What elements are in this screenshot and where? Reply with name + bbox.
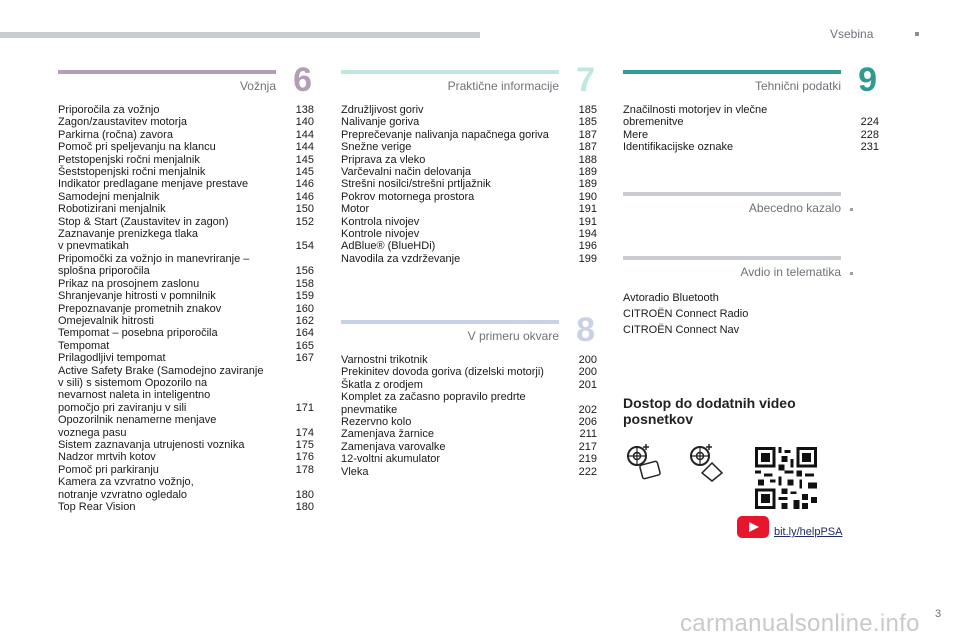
toc-entry-label: Kontrole nivojev	[341, 228, 420, 241]
toc-entry-page: 201	[578, 378, 597, 391]
toc-entry[interactable]	[341, 191, 597, 203]
toc-entry-page: 158	[295, 277, 314, 290]
toc-entry-label: Varčevalni način delovanja	[341, 166, 472, 179]
list-item[interactable]: CITROËN Connect Radio	[623, 308, 749, 320]
toc-entry[interactable]	[341, 178, 597, 190]
toc-entry-page: 146	[295, 190, 314, 203]
toc-entry-label: Snežne verige	[341, 141, 412, 154]
toc-entry-page: 180	[295, 501, 314, 513]
toc-entry[interactable]	[58, 129, 314, 141]
toc-entry-page: 185	[578, 104, 597, 116]
toc-entry-page: 189	[578, 166, 597, 179]
toc-entry[interactable]	[58, 414, 314, 439]
toc-entry-page: 200	[578, 354, 597, 366]
section-header	[623, 61, 879, 104]
section-header	[341, 311, 597, 354]
toc-entry-page: 146	[295, 178, 314, 191]
toc-entry-label: Zamenjava žarnice	[341, 428, 434, 441]
section-marker	[850, 272, 853, 275]
toc-entry[interactable]	[341, 391, 597, 416]
toc-entry-label: Petstopenjski ročni menjalnik	[58, 153, 200, 166]
toc-entry-label: Identifikacijske oznake	[623, 141, 734, 154]
section-title: V primeru okvare	[467, 329, 559, 343]
toc-entry-label: Indikator predlagane menjave prestave	[58, 178, 249, 191]
section-title: Tehnični podatki	[754, 79, 841, 93]
toc-entry[interactable]	[58, 327, 314, 339]
toc-entry-label: Top Rear Vision	[58, 501, 136, 513]
section-title: Avdio in telematika	[740, 265, 841, 279]
toc-entry-label: Združljivost goriv	[341, 104, 424, 116]
section-abecedno	[623, 190, 879, 226]
toc-entry-page: 171	[295, 401, 314, 414]
header-title: Vsebina	[830, 27, 874, 41]
toc-entry-label: Škatla z orodjem	[341, 378, 423, 391]
video-title: Dostop do dodatnih video posnetkov	[623, 395, 796, 427]
section-header	[623, 254, 879, 290]
section-number: 7	[576, 61, 595, 99]
qr-code-icon[interactable]	[755, 447, 817, 509]
toc-entry-label: Prikaz na prosojnem zaslonu	[58, 277, 200, 290]
toc-entry[interactable]	[341, 416, 597, 428]
toc-entry[interactable]	[341, 116, 597, 128]
section-tehnicni	[623, 61, 879, 154]
section-bar	[623, 192, 841, 196]
toc-entry[interactable]	[58, 451, 314, 463]
toc-entry[interactable]	[58, 501, 314, 513]
toc-entry[interactable]	[58, 476, 314, 501]
toc-entry-label: Varnostni trikotnik	[341, 354, 428, 366]
toc-entry-page: 140	[295, 116, 314, 129]
toc-entry-page: 154	[295, 240, 314, 253]
toc-entry-page: 167	[295, 352, 314, 365]
toc-entry-label: Značilnosti motorjev in vlečne obremenitve	[623, 104, 768, 129]
toc-entry-label: Zamenjava varovalke	[341, 440, 446, 453]
toc-entry[interactable]	[341, 366, 597, 378]
toc-entry-page: 190	[578, 190, 597, 203]
toc-entry-page: 175	[295, 438, 314, 451]
toc-entry-page: 200	[578, 366, 597, 379]
section-header	[341, 61, 597, 104]
list-item[interactable]: Avtoradio Bluetooth	[623, 292, 719, 304]
toc-entry-page: 165	[295, 339, 314, 352]
toc-entry-page: 206	[578, 416, 597, 429]
toc-entry-page: 191	[578, 203, 597, 216]
toc-entry[interactable]	[341, 166, 597, 178]
list-item[interactable]: CITROËN Connect Nav	[623, 324, 740, 336]
toc-entry-label: Komplet za začasno popravilo predrte pnevmatike	[341, 391, 526, 416]
toc-entry[interactable]	[341, 253, 597, 265]
toc-entry-label: Samodejni menjalnik	[58, 190, 160, 203]
toc-entry[interactable]	[58, 340, 314, 352]
toc-entry-label: Kontrola nivojev	[341, 215, 420, 228]
section-bar	[341, 320, 559, 324]
toc-entry[interactable]	[58, 203, 314, 215]
toc-list	[341, 104, 597, 265]
toc-entry[interactable]	[341, 240, 597, 252]
section-bar	[58, 70, 276, 74]
top-bar	[0, 32, 480, 38]
toc-entry-page: 231	[860, 141, 879, 154]
toc-entry-page: 145	[295, 153, 314, 166]
toc-entry-label: Mere	[623, 128, 649, 141]
toc-entry-label: 12-voltni akumulator	[341, 453, 441, 466]
toc-entry-page: 152	[295, 215, 314, 228]
toc-entry-label: Tempomat	[58, 339, 110, 352]
toc-entry-page: 211	[579, 428, 597, 441]
watermark: carmanualsonline.info	[680, 610, 920, 637]
toc-entry-page: 219	[578, 453, 597, 466]
section-number: 9	[858, 61, 877, 99]
toc-entry-page: 188	[578, 153, 597, 166]
toc-entry[interactable]	[58, 166, 314, 178]
toc-entry-label: Sistem zaznavanja utrujenosti voznika	[58, 438, 245, 451]
toc-entry[interactable]	[341, 441, 597, 453]
section-title: Praktične informacije	[447, 79, 559, 93]
toc-entry-page: 176	[295, 451, 314, 464]
section-voznja	[58, 61, 314, 513]
toc-entry[interactable]	[58, 439, 314, 451]
toc-list	[58, 104, 314, 513]
toc-entry[interactable]	[58, 303, 314, 315]
toc-entry[interactable]	[341, 104, 597, 116]
toc-entry-label: Kamera za vzvratno vožnjo, notranje vzvratno ogledalo	[58, 476, 194, 501]
tire-service-icon	[625, 443, 665, 488]
toc-entry-page: 217	[578, 440, 597, 453]
toc-list	[623, 104, 879, 154]
toc-entry-label: Prepoznavanje prometnih znakov	[58, 302, 222, 315]
toc-entry[interactable]	[623, 129, 879, 141]
toc-entry-page: 174	[295, 426, 314, 439]
toc-entry[interactable]	[58, 278, 314, 290]
toc-entry-page: 199	[578, 252, 597, 265]
section-marker	[850, 208, 853, 211]
section-title: Abecedno kazalo	[748, 201, 841, 215]
toc-entry-page: 228	[860, 128, 879, 141]
toc-entry-page: 185	[578, 116, 597, 129]
toc-entry-label: Stop & Start (Zaustavitev in zagon)	[58, 215, 229, 228]
tire-repair-icon	[688, 443, 728, 488]
toc-entry-label: Pokrov motornega prostora	[341, 190, 475, 203]
toc-entry-label: Omejevalnik hitrosti	[58, 314, 154, 327]
toc-entry-label: Zagon/zaustavitev motorja	[58, 116, 188, 129]
toc-entry-page: 138	[295, 104, 314, 116]
section-number: 8	[576, 311, 595, 349]
toc-entry[interactable]	[58, 290, 314, 302]
toc-entry[interactable]	[341, 354, 597, 366]
toc-entry-page: 156	[295, 265, 314, 278]
toc-entry-label: Navodila za vzdrževanje	[341, 252, 461, 265]
toc-entry-page: 159	[295, 290, 314, 303]
toc-list	[341, 354, 597, 478]
toc-entry-label: Pripomočki za vožnjo in manevriranje – splošna priporočila	[58, 252, 250, 278]
toc-entry[interactable]	[341, 228, 597, 240]
toc-entry[interactable]	[58, 315, 314, 327]
toc-entry[interactable]	[58, 178, 314, 190]
toc-entry[interactable]	[341, 466, 597, 478]
toc-entry[interactable]	[341, 129, 597, 141]
toc-entry-label: AdBlue® (BlueHDi)	[341, 240, 436, 253]
help-link[interactable]: bit.ly/helpPSA	[774, 526, 843, 538]
toc-entry-page: 202	[578, 403, 597, 416]
toc-entry[interactable]	[58, 216, 314, 228]
toc-entry-label: Priporočila za vožnjo	[58, 104, 160, 116]
toc-entry-page: 194	[578, 228, 597, 241]
toc-entry[interactable]	[58, 464, 314, 476]
section-bar	[341, 70, 559, 74]
toc-entry-label: Pomoč pri parkiranju	[58, 463, 159, 476]
section-avdio	[623, 254, 879, 338]
toc-entry-page: 164	[295, 327, 314, 340]
toc-entry-page: 222	[578, 465, 597, 478]
toc-entry-page: 144	[295, 128, 314, 141]
toc-entry-label: Tempomat – posebna priporočila	[58, 327, 218, 340]
toc-entry[interactable]	[58, 253, 314, 278]
toc-entry[interactable]	[58, 104, 314, 116]
header-marker	[915, 32, 919, 36]
toc-entry[interactable]	[341, 428, 597, 440]
avdio-list	[623, 290, 879, 338]
toc-entry-page: 178	[295, 463, 314, 476]
toc-entry[interactable]	[341, 216, 597, 228]
toc-entry-label: Priprava za vleko	[341, 153, 426, 166]
section-bar	[623, 256, 841, 260]
toc-entry[interactable]	[623, 104, 879, 129]
toc-entry[interactable]	[58, 141, 314, 153]
toc-entry-label: Opozorilnik nenamerne menjave voznega pasu	[58, 414, 217, 439]
toc-entry-label: Nalivanje goriva	[341, 116, 420, 129]
section-bar	[623, 70, 841, 74]
toc-entry-page: 145	[295, 166, 314, 179]
section-title: Vožnja	[239, 79, 276, 93]
toc-entry[interactable]	[58, 191, 314, 203]
toc-entry-label: Shranjevanje hitrosti v pomnilnik	[58, 290, 216, 303]
toc-entry-label: Pomoč pri speljevanju na klancu	[58, 141, 216, 154]
toc-entry-label: Vleka	[341, 465, 369, 478]
toc-entry[interactable]	[341, 154, 597, 166]
toc-entry-page: 162	[295, 314, 314, 327]
toc-entry-label: Motor	[341, 203, 370, 216]
toc-entry-label: Zaznavanje prenizkega tlaka v pnevmatikah	[58, 228, 199, 253]
toc-entry[interactable]	[341, 379, 597, 391]
toc-entry-label: Rezervno kolo	[341, 416, 412, 429]
section-header	[58, 61, 314, 104]
toc-entry[interactable]	[58, 228, 314, 253]
toc-entry[interactable]	[623, 141, 879, 153]
section-header	[623, 190, 879, 226]
toc-entry-label: Prilagodljivi tempomat	[58, 352, 166, 365]
toc-entry[interactable]	[58, 154, 314, 166]
toc-entry-page: 196	[578, 240, 597, 253]
toc-entry[interactable]	[341, 141, 597, 153]
toc-entry[interactable]	[341, 203, 597, 215]
toc-entry-label: Nadzor mrtvih kotov	[58, 451, 156, 464]
toc-entry-page: 187	[578, 128, 597, 141]
toc-entry-page: 189	[578, 178, 597, 191]
section-prakticne	[341, 61, 597, 265]
toc-entry-page: 224	[860, 116, 879, 129]
toc-entry-page: 150	[295, 203, 314, 216]
section-number: 6	[293, 61, 312, 99]
toc-entry-page: 160	[295, 302, 314, 315]
toc-entry-label: Parkirna (ročna) zavora	[58, 128, 173, 141]
toc-entry-page: 187	[578, 141, 597, 154]
page-number: 3	[935, 608, 942, 620]
toc-entry[interactable]	[58, 365, 314, 415]
toc-entry-label: Preprečevanje nalivanja napačnega goriva	[341, 128, 549, 141]
toc-entry-label: Prekinitev dovoda goriva (dizelski motorji)	[341, 366, 544, 379]
toc-entry[interactable]	[58, 116, 314, 128]
section-okvare	[341, 311, 597, 478]
toc-entry-label: Šeststopenjski ročni menjalnik	[58, 166, 206, 179]
toc-entry-label: Strešni nosilci/strešni prtljažnik	[341, 178, 491, 191]
toc-entry[interactable]	[341, 453, 597, 465]
toc-entry-label: Robotizirani menjalnik	[58, 203, 166, 216]
video-play-icon[interactable]	[737, 516, 769, 538]
toc-entry-page: 144	[295, 141, 314, 154]
toc-entry-page: 191	[578, 215, 597, 228]
toc-entry[interactable]	[58, 352, 314, 364]
toc-entry-label: Active Safety Brake (Samodejno zaviranje v sili) s sistemom Opozorilo na nevarnost naleta in inteligentno pomočjo pri zaviranju v sili	[58, 364, 264, 414]
toc-entry-page: 180	[295, 488, 314, 501]
